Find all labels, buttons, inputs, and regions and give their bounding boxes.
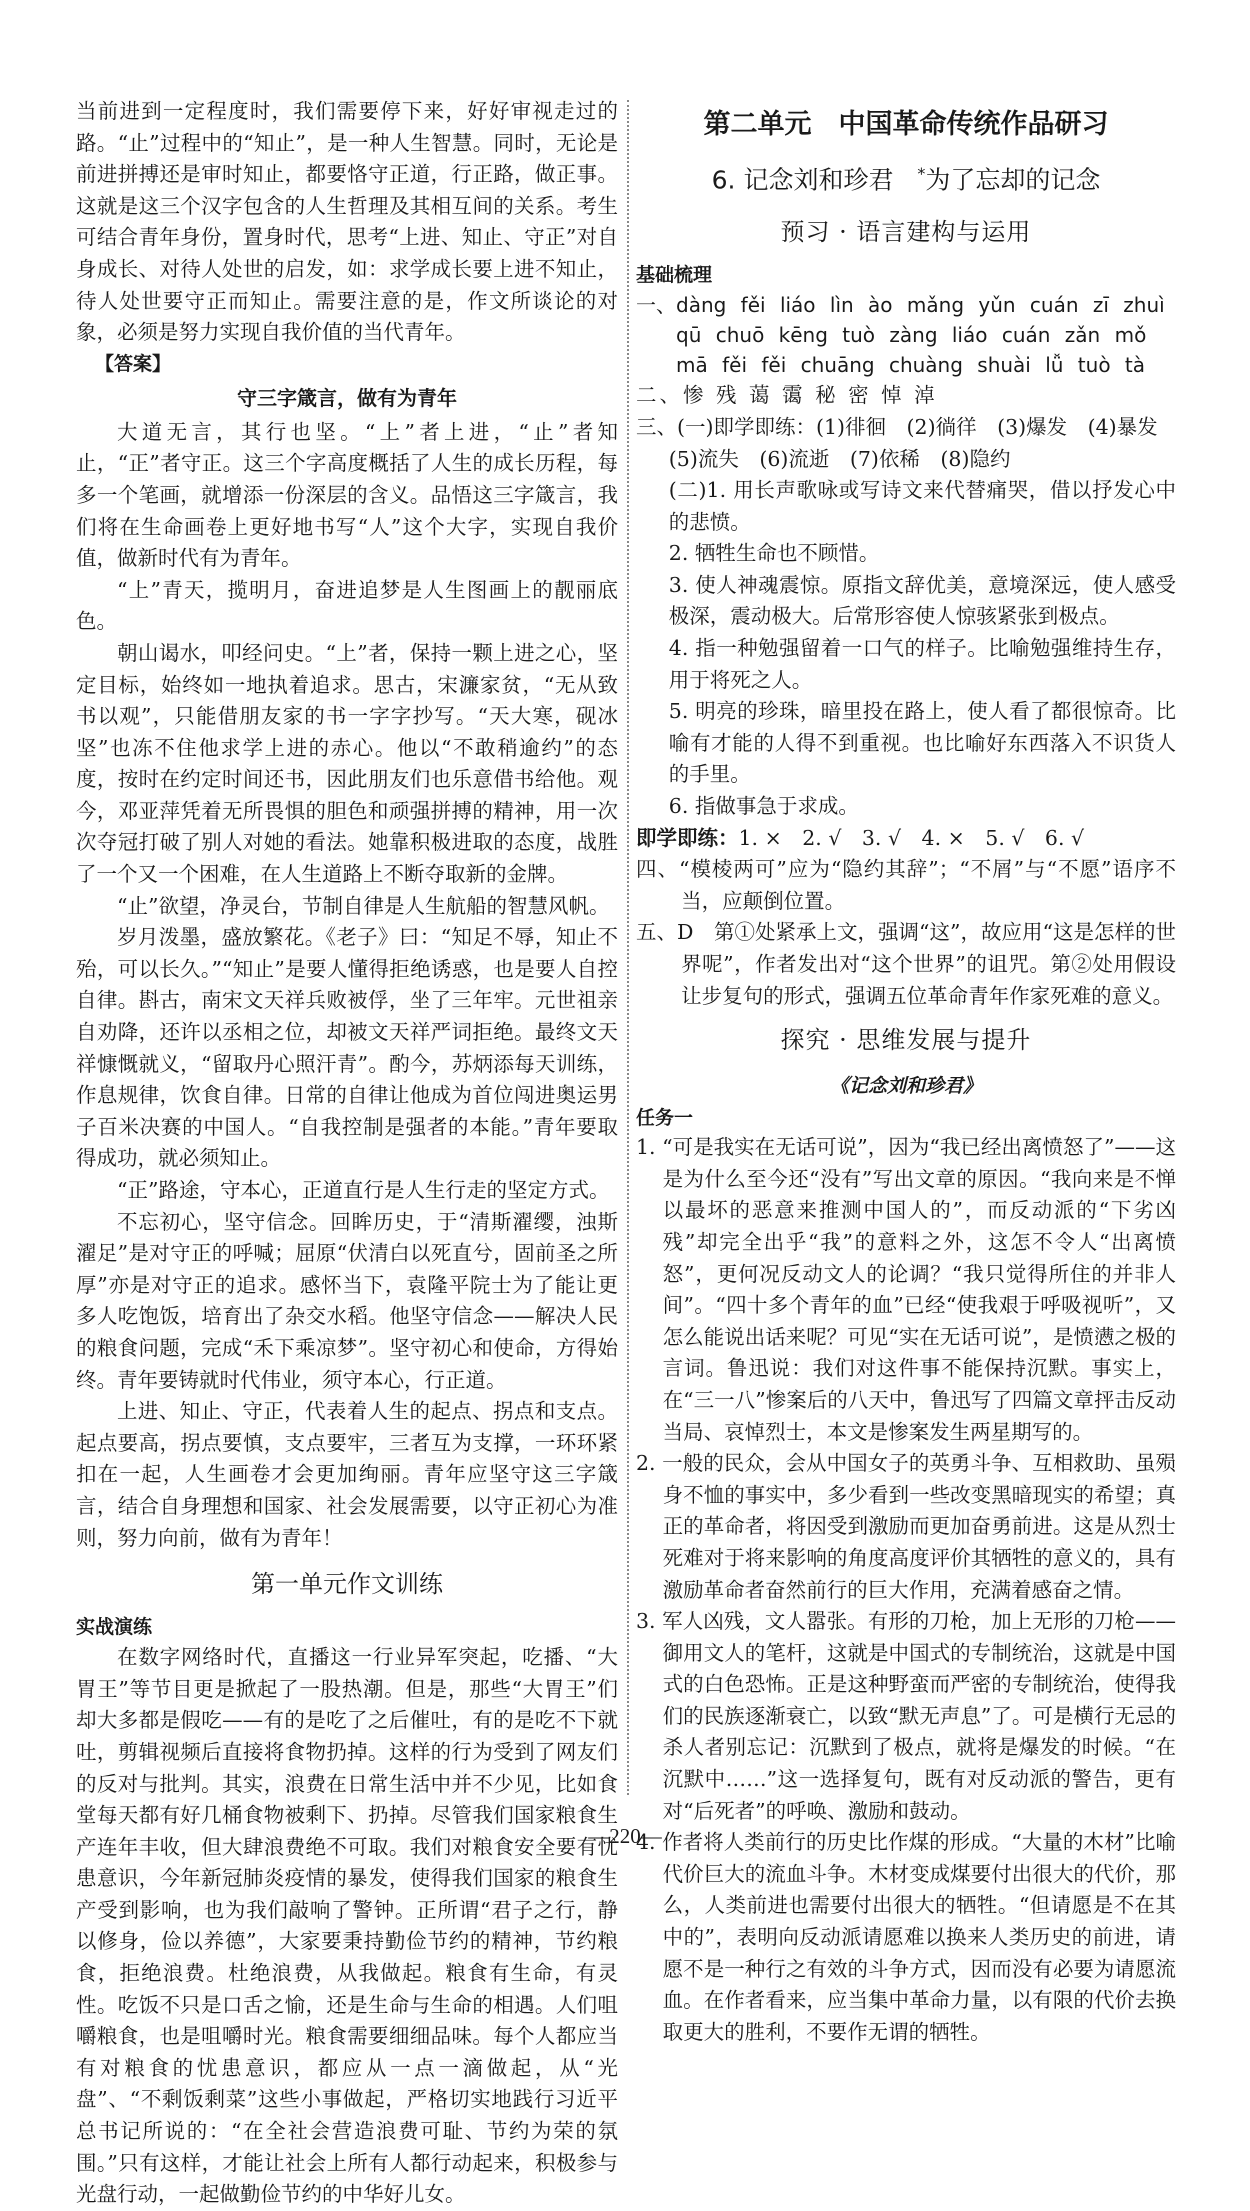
basics-label: 基础梳理 <box>636 264 713 287</box>
pinyin-block <box>636 290 1176 380</box>
q3-item: (二)1. 用长声歌咏或写诗文来代替痛哭，借以抒发心中的悲愤。 <box>668 478 1176 534</box>
q5-answer: 五、D 第①处紧承上文，强调“这”，故应用“这是怎样的世界呢”，作者发出对“这个世界”的诅咒。第②处用假设让步复句的形式，强调五位革命青年作家死难的意义。 <box>636 920 1176 1008</box>
q3-item: 4. 指一种勉强留着一口气的样子。比喻勉强维持生存，用于将死之人。 <box>668 636 1176 692</box>
unit-title: 第二单元 中国革命传统作品研习 <box>703 109 1109 140</box>
essay-paragraph: “正”路途，守本心，正道直行是人生行走的坚定方式。 <box>117 1178 610 1202</box>
practice-answers-line <box>636 823 1176 855</box>
essay-paragraph: 大道无言，其行也坚。“上”者上进，“止”者知止，“正”者守正。这三个字高度概括了人生的成长历程，每多一个笔画，就增添一份深层的含义。品悟这三字箴言，我们将在生命画卷上更好地书写“人”这个大字，实现自我价值，做新时代有为青年。 <box>76 419 618 571</box>
practice-answers: 1. × 2. √ 3. √ 4. × 5. √ 6. √ <box>738 825 1085 850</box>
lesson-title-main: 6. 记念刘和珍君 <box>711 165 894 195</box>
page-number: —220— <box>588 1824 662 1848</box>
q3-line2: (5)流失 (6)流逝 (7)依稀 (8)隐约 <box>668 446 1011 471</box>
explore-subtitle: 探究 · 思维发展与提升 <box>780 1026 1032 1055</box>
text-title: 《记念刘和珍君》 <box>829 1075 982 1098</box>
essay-paragraph: 不忘初心，坚守信念。回眸历史，于“清斯濯缨，浊斯濯足”是对守正的呼喊；屈原“伏清白以死直兮，固前圣之所厚”亦是对守正的追求。感怀当下，袁隆平院士为了能让更多人吃饱饭，培育出了杂交水稻。他坚守信念——解决人民的粮食问题，完成“禾下乘凉梦”。坚守初心和使命，方得始终。青年要铸就时代伟业，须守本心，行正道。 <box>76 1209 618 1392</box>
q3-item: 3. 使人神魂震惊。原指文辞优美，意境深远，使人感受极深，震动极大。后常形容使人惊骇紧张到极点。 <box>668 572 1176 629</box>
pinyin-line: mā fěi fěi chuāng chuàng shuài lǚ tuò tà <box>676 353 1146 378</box>
q2-answer: 二、惨 残 蔼 霭 秘 密 悼 淖 <box>636 383 938 408</box>
pinyin-line: qū chuō kēng tuò zàng liáo cuán zǎn mǒ <box>676 323 1147 348</box>
lesson-star: * <box>917 164 926 183</box>
essay-paragraph: “上”青天，揽明月，奋进追梦是人生图画上的靓丽底色。 <box>76 577 618 634</box>
q3-item: 2. 牺牲生命也不顾惜。 <box>668 541 880 566</box>
essay-paragraph: “止”欲望，净灵台，节制自律是人生航船的智慧风帆。 <box>117 893 610 918</box>
practice-paragraph: 在数字网络时代，直播这一行业异军突起，吃播、“大胃王”等节目更是掀起了一股热潮。但是，那些“大胃王”们却大多都是假吃——有的是吃了之后催吐，有的是吃不下就吐，剪辑视频后直接将食物扔掉。这样的行为受到了网友们的反对与批判。其实，浪费在日常生活中并不少见，比如食堂每天都有好几桶食物被剩下、扔掉。尽管我们国家粮食生产连年丰收，但大肆浪费绝不可取。我们对粮食安全要有忧患意识，今年新冠肺炎疫情的暴发，使得我们国家的粮食生产受到影响，也为我们敲响了警钟。正所谓“君子之行，静以修身，俭以养德”，大家要秉持勤俭节约的精神，节约粮食，拒绝浪费。杜绝浪费，从我做起。粮食有生命，有灵性。吃饭不只是口舌之愉，还是生命与生命的相遇。人们咀嚼粮食，也是咀嚼时光。粮食需要细细品味。每个人都应当有对粮食的忧患意识，都应从一点一滴做起，从“光盘”、“不剩饭剩菜”这些小事做起，严格切实地践行习近平总书记所说的：“在全社会营造浪费可耻、节约为荣的氛围。”只有这样，才能让社会上所有人都行动起来，积极参与光盘行动，一起做勤俭节约的中华好儿女。 <box>76 1645 618 2207</box>
q1-label: 一、 <box>636 293 676 318</box>
pinyin-line: dàng fěi liáo lìn ào mǎng yǔn cuán zī zhuì <box>676 293 1165 318</box>
task-item: 4. 作者将人类前行的历史比作煤的形成。“大量的木材”比喻代价巨大的流血斗争。木材变成煤要付出很大的代价，那么，人类前进也需要付出很大的牺牲。“但请愿是不在其中的”，表明向反动派请愿难以换来人类历史的前进，请愿不是一种行之有效的斗争方式，因而没有必要为请愿流血。在作者看来，应当集中革命力量，以有限的代价去换取更大的胜利，不要作无谓的牺牲。 <box>636 1830 1176 2044</box>
task-item: 1. “可是我实在无话可说”，因为“我已经出离愤怒了”——这是为什么至今还“没有”写出文章的原因。“我向来是不惮以最坏的恶意来推测中国人的”，而反动派的“下劣凶残”却完全出乎“我”的意料之外，这怎不令人“出离愤怒”，更何况反动文人的论调？“我只觉得所住的并非人间”。“四十多个青年的血”已经“使我艰于呼吸视听”，又怎么能说出话来呢？可见“实在无话可说”，是愤懑之极的言词。鲁迅说：我们对这件事不能保持沉默。事实上，在“三一八”惨案后的八天中，鲁迅写了四篇文章抨击反动当局、哀悼烈士，本文是惨案发生两星期写的。 <box>636 1135 1176 1444</box>
q3-item: 6. 指做事急于求成。 <box>668 794 859 819</box>
lesson-title-second: 为了忘却的记念 <box>925 165 1101 195</box>
task-item: 3. 军人凶残，文人嚣张。有形的刀枪，加上无形的刀枪——御用文人的笔杆，这就是中国式的专制统治，这就是中国式的白色恐怖。正是这种野蛮而严密的专制统治，使得我们的民族逐渐衰亡，以致“默无声息”了。可是横行无忌的杀人者别忘记：沉默到了极点，就将是爆发的时候。“在沉默中……”这一选择复句，既有对反动派的警告，更有对“后死者”的呼唤、激励和鼓动。 <box>636 1609 1176 1823</box>
intro-paragraph: 当前进到一定程度时，我们需要停下来，好好审视走过的路。“止”过程中的“知止”，是一种人生智慧。同时，无论是前进拼搏还是审时知止，都要恪守正道，行正路，做正事。这就是这三个汉字包含的人生哲理及其相互间的关系。考生可结合青年身份，置身时代，思考“上进、知止、守正”对自身成长、对待人处世的启发，如：求学成长要上进不知止，待人处世要守正而知止。需要注意的是，作文所谈论的对象，必须是努力实现自我价值的当代青年。 <box>76 99 618 345</box>
practice-answers-label: 即学即练： <box>636 825 739 850</box>
essay-title: 守三字箴言，做有为青年 <box>237 385 457 410</box>
task-label: 任务一 <box>636 1107 694 1130</box>
answer-label: 【答案】 <box>95 352 172 375</box>
section-title: 第一单元作文训练 <box>251 1570 443 1599</box>
q3-item: 5. 明亮的珍珠，暗里投在路上，使人看了都很惊奇。比喻有才能的人得不到重视。也比喻好东西落入不识货人的手里。 <box>668 699 1176 787</box>
q3-line1: 三、(一)即学即练：(1)徘徊 (2)徜徉 (3)爆发 (4)暴发 <box>636 414 1158 439</box>
practice-label: 实战演练 <box>76 1616 153 1639</box>
essay-paragraph: 上进、知止、守正，代表着人生的起点、拐点和支点。起点要高，拐点要慎，支点要牢，三者互为支撑，一环环紧扣在一起，人生画卷才会更加绚丽。青年应坚守这三字箴言，结合自身理想和国家、社会发展需要，以守正初心为准则，努力向前，做有为青年！ <box>76 1399 618 1550</box>
task-item: 2. 一般的民众，会从中国女子的英勇斗争、互相救助、虽殒身不恤的事实中，多少看到一些改变黑暗现实的希望；真正的革命者，将因受到激励而更加奋勇前进。这是从烈士死难对于将来影响的角度高度评价其牺牲的意义的，具有激励革命者奋然前行的巨大作用，充满着感奋之情。 <box>636 1451 1176 1602</box>
left-column <box>76 96 618 2211</box>
pinyin-lines <box>676 290 1165 380</box>
right-column <box>636 96 1176 2048</box>
q4-answer: 四、“模棱两可”应为“隐约其辞”；“不屑”与“不愿”语序不当，应颠倒位置。 <box>636 857 1176 913</box>
column-divider <box>627 100 629 1795</box>
essay-paragraph: 岁月泼墨，盛放繁花。《老子》曰：“知足不辱，知止不殆，可以长久。”“知止”是要人懂得拒绝诱惑，也是要人自控自律。斟古，南宋文天祥兵败被俘，坐了三年牢。元世祖亲自劝降，还许以丞相之位，却被文天祥严词拒绝。最终文天祥慷慨就义，“留取丹心照汗青”。酌今，苏炳添每天训练，作息规律，饮食自律。日常的自律让他成为首位闯进奥运男子百米决赛的中国人。“自我控制是强者的本能。”青年要取得成功，就必须知止。 <box>76 925 618 1171</box>
essay-paragraph: 朝山谒水，叩经问史。“上”者，保持一颗上进之心，坚定目标，始终如一地执着追求。思古，宋濂家贫，“无从致书以观”，只能借朋友家的书一字字抄写。“天大寒，砚冰坚”也冻不住他求学上进的赤心。他以“不敢稍逾约”的态度，按时在约定时间还书，因此朋友们也乐意借书给他。观今，邓亚萍凭着无所畏惧的胆色和顽强拼搏的精神，用一次次夺冠打破了别人对她的看法。她靠积极进取的态度，战胜了一个又一个困难，在人生道路上不断夺取新的金牌。 <box>76 640 618 887</box>
lesson-title <box>636 150 1176 204</box>
preview-subtitle: 预习 · 语言建构与运用 <box>780 218 1032 247</box>
